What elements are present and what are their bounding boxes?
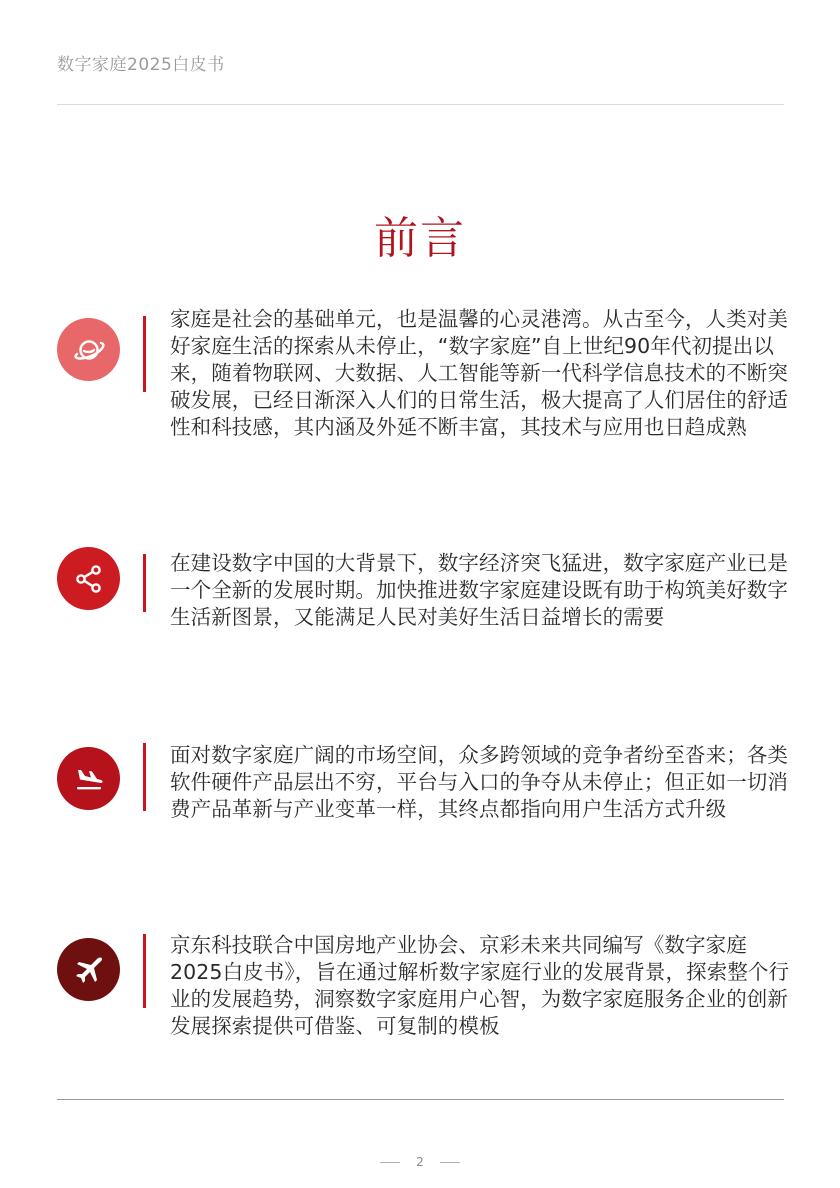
- airplane-icon: [57, 938, 120, 1001]
- footer-divider: [57, 1099, 784, 1100]
- page-title: 前言: [374, 213, 466, 264]
- page-number: 2: [416, 1155, 424, 1169]
- header-divider: [57, 104, 784, 105]
- section-paragraph: 在建设数字中国的大背景下，数字经济突飞猛进，数字家庭产业已是一个全新的发展时期。加快推进数字家庭建设既有助于构筑美好数字生活新图景，又能满足人民对美好生活日益增长的需要: [170, 551, 788, 629]
- dash-right: [440, 1162, 460, 1163]
- section-paragraph: 京东科技联合中国房地产业协会、京彩未来共同编写《数字家庭2025白皮书》，旨在通过解析数字家庭行业的发展背景，探索整个行业的发展趋势，洞察数字家庭用户心智，为数字家庭服务企业的创新发展探索提供可借鉴、可复制的模板: [170, 933, 790, 1038]
- section-paragraph: 面对数字家庭广阔的市场空间，众多跨领域的竞争者纷至沓来；各类软件硬件产品层出不穷，平台与入口的争夺从未停止；但正如一切消费产品革新与产业变革一样，其终点都指向用户生活方式升级: [170, 743, 788, 821]
- share-icon: [57, 547, 120, 610]
- section-accent-bar: [143, 934, 146, 1008]
- document-header-title: 数字家庭2025白皮书: [57, 55, 225, 75]
- page-number-footer: [0, 1155, 840, 1169]
- section-accent-bar: [143, 316, 146, 392]
- section-paragraph: 家庭是社会的基础单元，也是温馨的心灵港湾。从古至今，人类对美好家庭生活的探索从未停止，“数字家庭”自上世纪90年代初提出以来，随着物联网、大数据、人工智能等新一代科学信息技术的不断突破发展，已经日渐深入人们的日常生活，极大提高了人们居住的舒适性和科技感，其内涵及外延不断丰富，其技术与应用也日趋成熟: [170, 307, 788, 439]
- planet-icon: [57, 318, 120, 381]
- section-accent-bar: [143, 554, 146, 612]
- dash-left: [380, 1162, 400, 1163]
- section-accent-bar: [143, 743, 146, 811]
- landing-plane-icon: [57, 747, 120, 810]
